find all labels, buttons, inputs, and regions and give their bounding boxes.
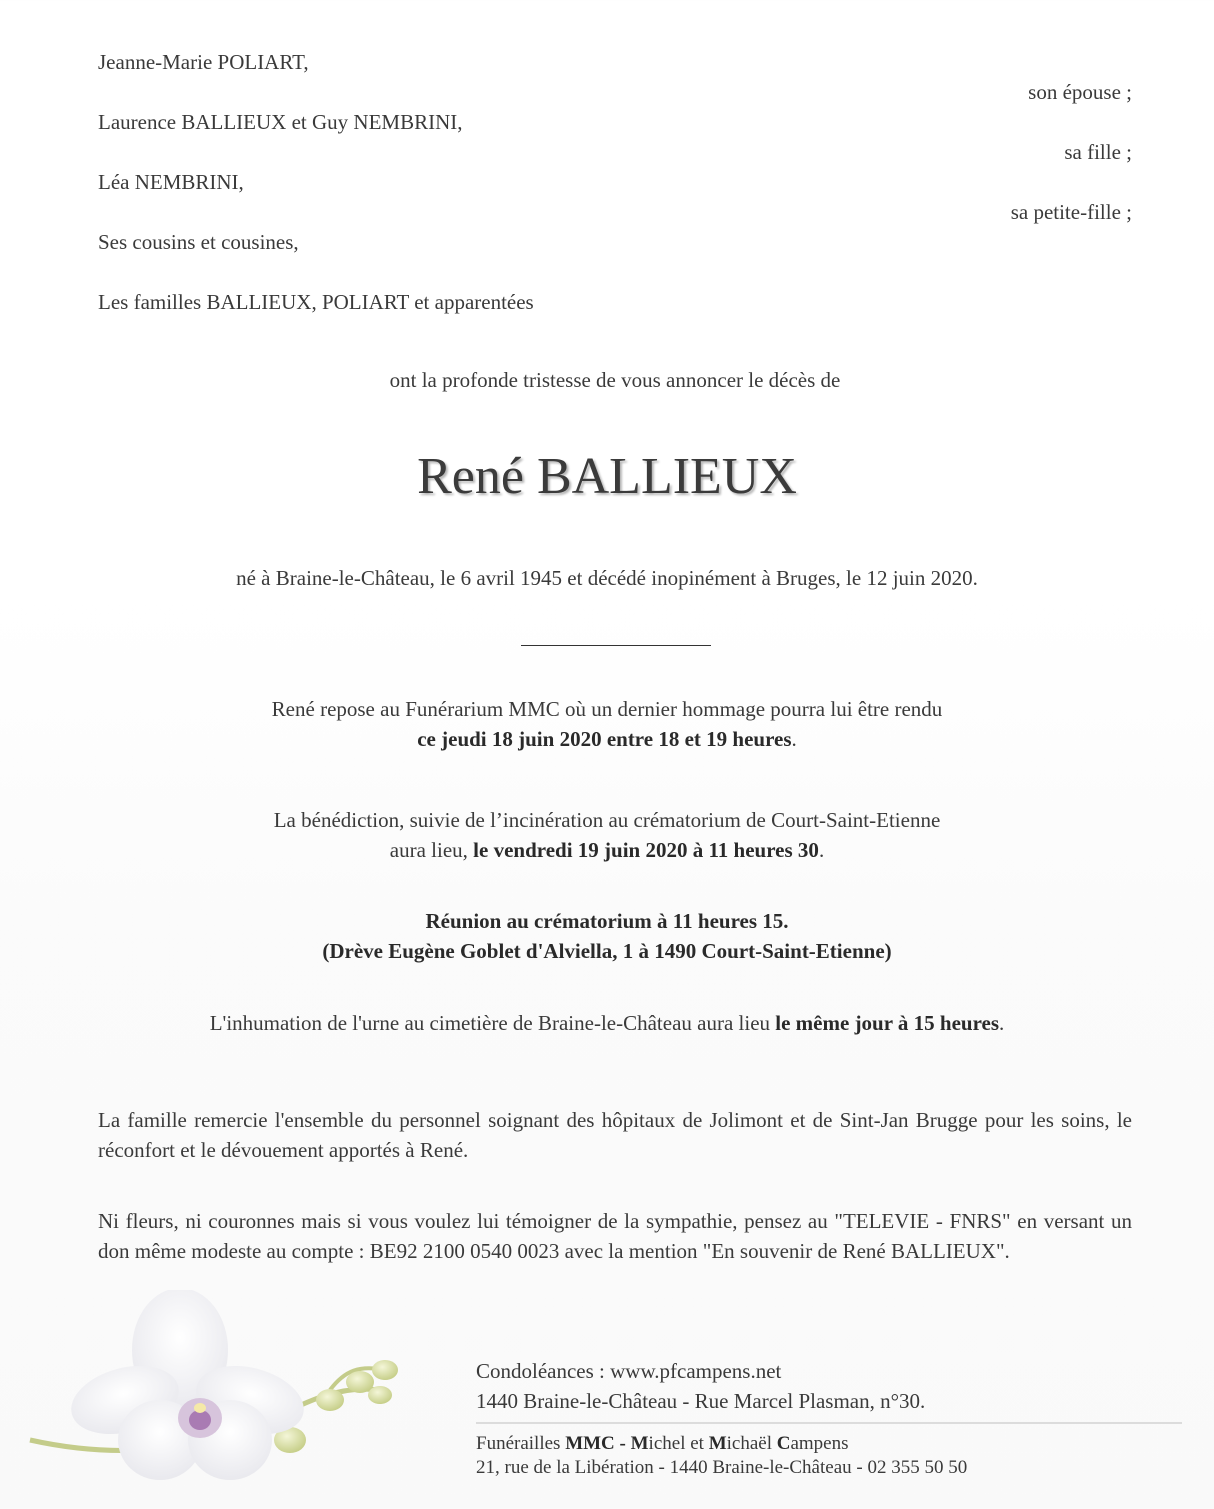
family-name-4: Ses cousins et cousines, <box>98 230 299 254</box>
funeral-home-address: 21, rue de la Libération - 1440 Braine-le-Château - 02 355 50 50 <box>476 1457 968 1478</box>
visitation-end: . <box>791 727 797 751</box>
family-name-2: Laurence BALLIEUX et Guy NEMBRINI, <box>98 110 463 134</box>
announcement-text: ont la profonde tristesse de vous annoncer le décès de <box>389 368 841 392</box>
fh-prefix: Funérailles <box>476 1433 566 1454</box>
family-name-3: Léa NEMBRINI, <box>98 170 244 194</box>
fh-bold1: MMC - M <box>565 1433 649 1454</box>
footer-divider <box>476 1422 1182 1424</box>
fh-bold3: C <box>776 1433 791 1454</box>
ceremony-end: . <box>818 838 825 862</box>
burial-text <box>0 1008 1214 1038</box>
burial-time: le même jour à 15 heures <box>775 1011 1000 1035</box>
family-name-1: Jeanne-Marie POLIART, <box>98 50 309 74</box>
condolences-text: Condoléances : www.pfcampens.net <box>476 1359 782 1383</box>
meeting-time: Réunion au crématorium à 11 heures 15. <box>425 909 789 933</box>
ceremony-line2 <box>0 835 1214 865</box>
meeting-address: (Drève Eugène Goblet d'Alviella, 1 à 1490 Court-Saint-Etienne) <box>322 939 892 963</box>
visitation-datetime: ce jeudi 18 juin 2020 entre 18 et 19 heures <box>417 727 792 751</box>
meeting-line1 <box>0 906 1214 936</box>
meeting-line2 <box>0 936 1214 966</box>
burial-end: . <box>999 1011 1005 1035</box>
family-relation-1: son épouse ; <box>1028 80 1132 104</box>
fh-t3: ampens <box>790 1433 849 1454</box>
family-relation-2: sa fille ; <box>1064 140 1132 164</box>
ceremony-line1: La bénédiction, suivie de l’incinération au crématorium de Court-Saint-Etienne <box>273 808 941 832</box>
ceremony-datetime: le vendredi 19 juin 2020 à 11 heures 30 <box>473 838 819 862</box>
separator-line <box>521 645 711 646</box>
ceremony-line2-start: aura lieu, <box>389 838 474 862</box>
family-name-5: Les familles BALLIEUX, POLIART et apparentées <box>98 290 534 314</box>
fh-bold2: M <box>708 1433 727 1454</box>
family-relation-3: sa petite-fille ; <box>1010 200 1132 224</box>
burial-start: L'inhumation de l'urne au cimetière de Braine-le-Château aura lieu <box>209 1011 776 1035</box>
visitation-line1: René repose au Funérarium MMC où un dernier hommage pourra lui être rendu <box>271 697 943 721</box>
funeral-home-name <box>476 1432 849 1456</box>
donation-paragraph: Ni fleurs, ni couronnes mais si vous voulez lui témoigner de la sympathie, pensez au "TELEVIE - FNRS" en versant un don même modeste au compte : BE92 2100 0540 0023 avec la mention "En souvenir de René BALLIEUX". <box>98 1209 1132 1263</box>
address-text: 1440 Braine-le-Château - Rue Marcel Plasman, n°30. <box>476 1389 926 1413</box>
fh-t1: ichel et <box>648 1433 709 1454</box>
visitation-line2 <box>0 724 1214 754</box>
orchid-illustration <box>0 1290 470 1509</box>
fh-t2: ichaël <box>726 1433 777 1454</box>
deceased-name: René BALLIEUX <box>417 448 797 505</box>
thanks-paragraph: La famille remercie l'ensemble du personnel soignant des hôpitaux de Jolimont et de Sint-Jan Brugge pour les soins, le réconfort et le dévouement apportés à René. <box>98 1108 1132 1162</box>
birth-death-text: né à Braine-le-Château, le 6 avril 1945 et décédé inopinément à Bruges, le 12 juin 2020. <box>236 566 978 590</box>
